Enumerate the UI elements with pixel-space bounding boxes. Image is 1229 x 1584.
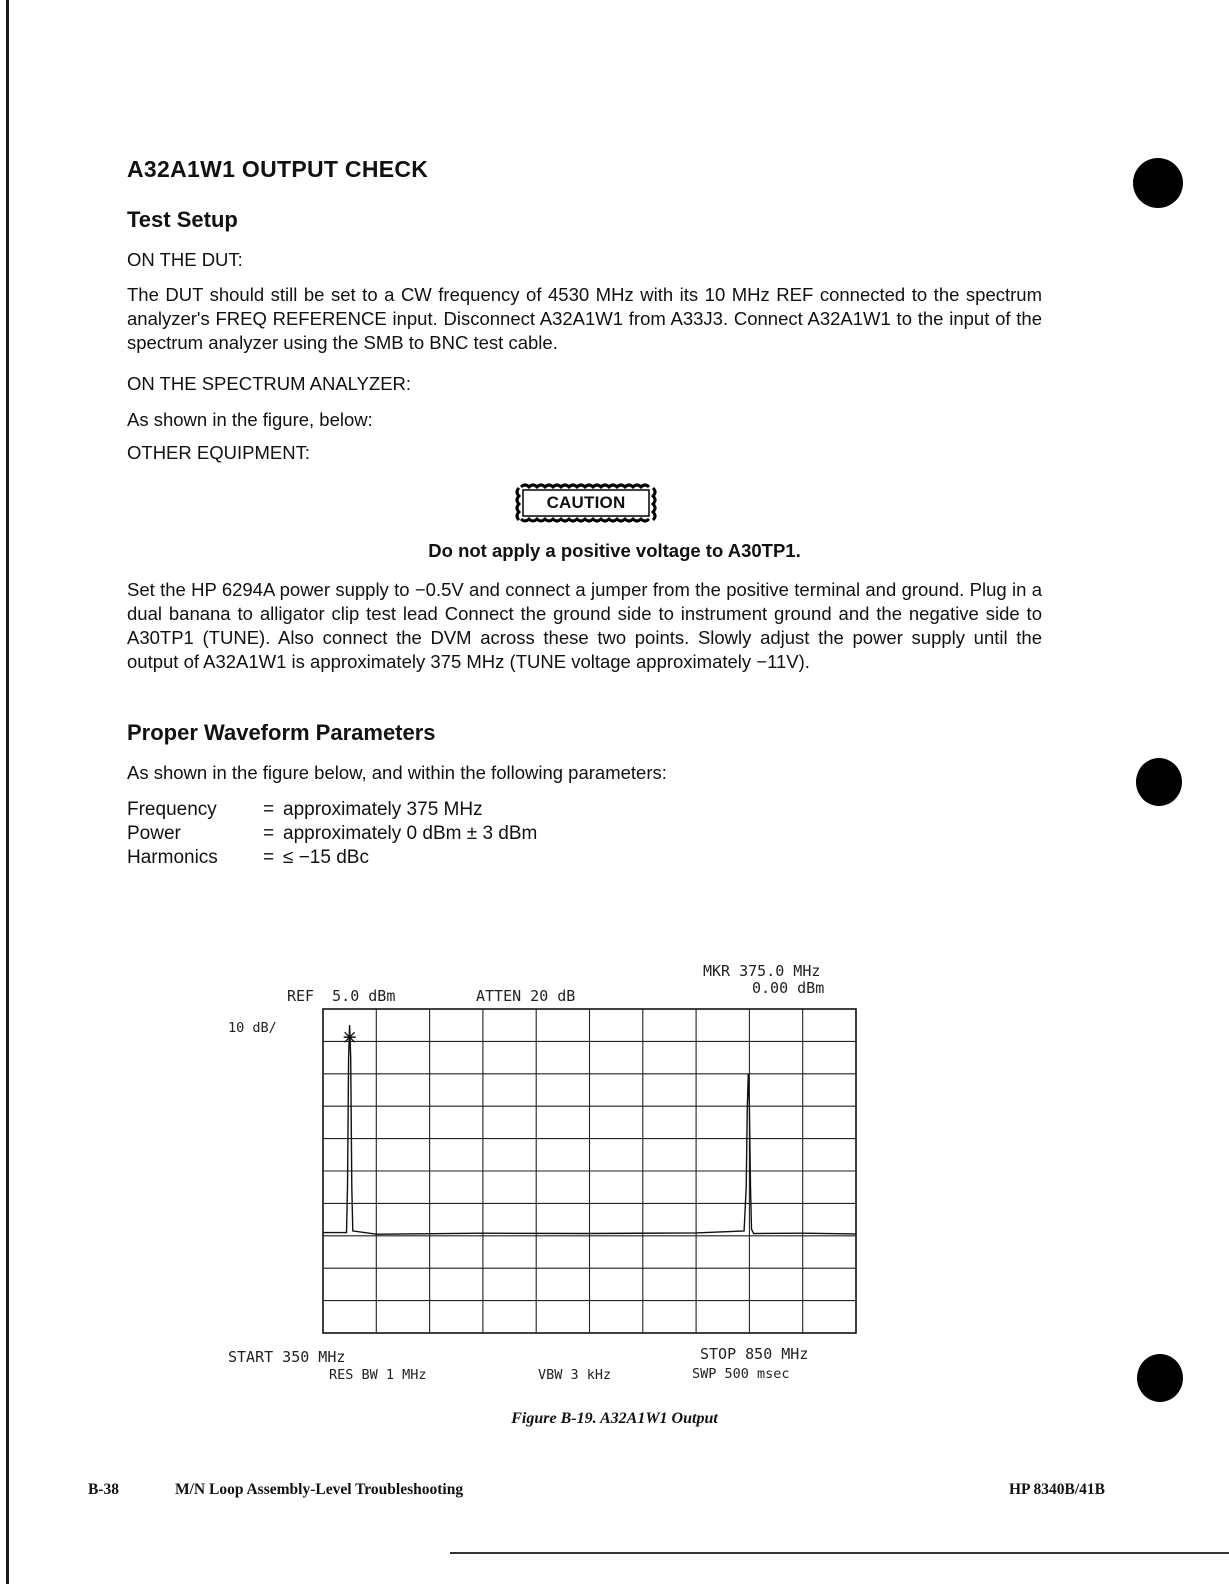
marker-frequency-readout: MKR 375.0 MHz bbox=[703, 962, 821, 980]
marker-level-readout: 0.00 dBm bbox=[752, 979, 825, 997]
sweep-time-label: SWP 500 msec bbox=[692, 1366, 790, 1382]
waveform-intro: As shown in the figure below, and within the following parameters: bbox=[127, 762, 667, 783]
param-value: approximately 375 MHz bbox=[283, 799, 483, 820]
scale-label: 10 dB/ bbox=[228, 1020, 277, 1036]
video-bandwidth-label: VBW 3 kHz bbox=[538, 1367, 612, 1383]
param-name: Harmonics bbox=[127, 847, 218, 868]
figure-caption: Figure B-19. A32A1W1 Output bbox=[511, 1410, 718, 1427]
procedure-paragraph: Set the HP 6294A power supply to −0.5V and connect a jumper from the positive terminal and ground. Plug in a dual banana to alligator clip test lead Connect the ground side to instrument ground and the negative side to A30TP1 (TUNE). Also connect the DVM across these two points. Slowly adjust the power supply until the output of A32A1W1 is approximately 375 MHz (TUNE voltage approximately −11V). bbox=[127, 579, 1042, 672]
test-setup-heading: Test Setup bbox=[127, 207, 238, 232]
page-title: A32A1W1 OUTPUT CHECK bbox=[127, 156, 429, 182]
on-spectrum-analyzer-text: As shown in the figure, below: bbox=[127, 409, 373, 430]
footer-section-title: M/N Loop Assembly-Level Troubleshooting bbox=[175, 1481, 464, 1498]
param-name: Power bbox=[127, 823, 181, 844]
start-frequency-label: START 350 MHz bbox=[228, 1348, 346, 1366]
on-dut-paragraph: The DUT should still be set to a CW frequency of 4530 MHz with its 10 MHz REF connected to the spectrum analyzer's FREQ REFERENCE input. Disconnect A32A1W1 from A33J3. Connect A32A1W1 to the input of the spectrum analyzer using the SMB to BNC test cable. bbox=[127, 284, 1042, 353]
caution-message: Do not apply a positive voltage to A30TP1. bbox=[428, 540, 801, 561]
caution-label: CAUTION bbox=[546, 493, 626, 512]
other-equipment-label: OTHER EQUIPMENT: bbox=[127, 442, 310, 463]
param-value: ≤ −15 dBc bbox=[283, 847, 369, 868]
param-name: Frequency bbox=[127, 799, 217, 820]
marker-asterisk-icon bbox=[344, 1030, 356, 1045]
plot-grid bbox=[323, 1009, 856, 1333]
param-eq: = bbox=[263, 799, 275, 820]
param-eq: = bbox=[263, 847, 275, 868]
attenuation-label: ATTEN 20 dB bbox=[476, 987, 576, 1005]
param-eq: = bbox=[263, 823, 275, 844]
resolution-bandwidth-label: RES BW 1 MHz bbox=[329, 1367, 427, 1383]
reference-level-label: REF 5.0 dBm bbox=[287, 987, 396, 1005]
footer-page-number: B-38 bbox=[88, 1481, 119, 1498]
param-value: approximately 0 dBm ± 3 dBm bbox=[283, 823, 538, 844]
on-spectrum-analyzer-label: ON THE SPECTRUM ANALYZER: bbox=[127, 373, 412, 394]
on-dut-label: ON THE DUT: bbox=[127, 249, 243, 270]
footer-model: HP 8340B/41B bbox=[1008, 1481, 1105, 1498]
waveform-heading: Proper Waveform Parameters bbox=[127, 720, 436, 745]
stop-frequency-label: STOP 850 MHz bbox=[700, 1345, 809, 1363]
